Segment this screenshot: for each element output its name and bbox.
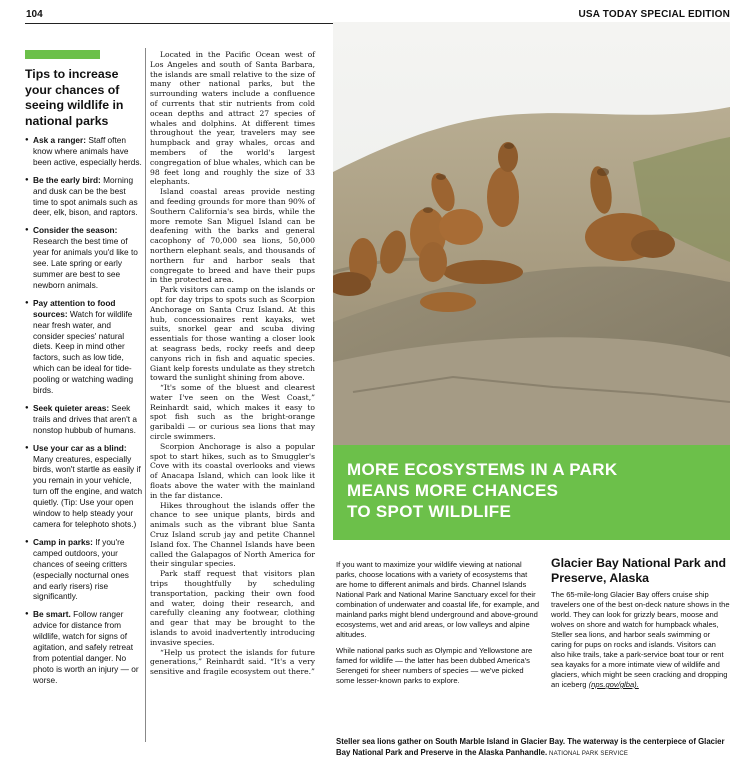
tip-text: Watch for wildlife near fresh water, and consider species' natural diets. Keep in mind other factors, such as low tide, which can be ideal for tide-pooling or watching wading birds. (33, 308, 134, 396)
tip-lead: Be smart. (33, 609, 71, 620)
intro-paragraph: If you want to maximize your wildlife viewing at national parks, choose locations with a variety of ecosystems that are home to different animals and birds. Channel Islands National Park and National Marine Sanctuary excel for their combination of underwater and coastal life, for example, and mainland parks might blend underground and above-ground ecosystems, wet and arid areas, or low valleys and alpine altitudes. (336, 560, 540, 639)
tips-list (25, 135, 143, 686)
article-paragraph: Scorpion Anchorage is also a popular spot to start hikes, such as to Smuggler's Cove with its coastal overlooks and views of Anacapa Island, which can look like it floats above the water with the mainland in the far distance. (150, 441, 315, 500)
photo-credit: NATIONAL PARK SERVICE (547, 750, 629, 757)
banner-line: MEANS MORE CHANCES (347, 481, 559, 500)
banner-line: MORE ECOSYSTEMS IN A PARK (347, 460, 618, 479)
sea-lions-illustration (333, 22, 730, 445)
article-paragraph: Island coastal areas provide nesting and feeding grounds for more than 90% of Southern California's sea birds, while the more remote San Miguel Island can be deafening with the barks and general cacophony of 70,000 sea lions, 50,000 northern elephant seals, and thousands of northern fur and harbor seals that congregate to breed and have their pups in the protected area. (150, 187, 315, 285)
tip-item (25, 298, 143, 396)
tip-text: Follow ranger advice for distance from wildlife, watch for signs of agitation, and safely retreat from potential danger. No photo is worth an injury — or worse. (33, 609, 139, 685)
green-banner (333, 445, 730, 540)
tip-lead: Consider the season: (33, 225, 118, 236)
column-divider (145, 48, 146, 742)
tip-text: If you're camped outdoors, your chances of seeing critters (especially nocturnal ones and early risers) rise significantly. (33, 536, 129, 602)
tip-lead: Use your car as a blind: (33, 442, 127, 453)
banner-line: TO SPOT WILDLIFE (347, 502, 512, 521)
intro-text (336, 560, 540, 692)
tips-title: Tips to increase your chances of seeing wildlife in national parks (25, 67, 124, 128)
tip-text: Morning and dusk can be the best time to spot animals such as deer, elk, bison, and raptors. (33, 174, 138, 218)
page-number: 104 (26, 9, 43, 20)
article-paragraph: Park staff request that visitors plan trips thoughtfully by scheduling transportation, packing their own food and water, doing their research, and carefully cleaning any footwear, clothing and gear that may be brought to the islands to avoid inadvertently introducing invasive species. (150, 569, 315, 647)
article-paragraph: “Help us protect the islands for future generations,” Reinhardt said. “It's a very sensitive and fragile ecosystem out there.” (150, 647, 315, 677)
photo-caption (336, 737, 731, 759)
sea-lions-photo (333, 22, 730, 445)
tip-text: Seek trails and drives that aren't a nonstop hubbub of humans. (33, 402, 137, 435)
edition-label: USA TODAY SPECIAL EDITION (578, 9, 730, 20)
tip-text: Many creatures, especially birds, won't startle as easily if you remain in your vehicle, turn off the engine, and watch quietly. (Tip: Use your open window to help steady your camera for telephoto shots.) (33, 453, 143, 529)
tip-item (25, 225, 143, 290)
glacier-bay-section (551, 556, 731, 690)
tip-lead: Pay attention to food sources: (33, 297, 116, 319)
tip-item (25, 443, 143, 530)
glacier-bay-body (551, 590, 731, 690)
article-paragraph: “It's some of the bluest and clearest water I've seen on the West Coast,” Reinhardt said, which makes it easy to spot fish such as the bright-orange garibaldi — or curious sea lions that may circle swimmers. (150, 383, 315, 442)
article-paragraph: Located in the Pacific Ocean west of Los Angeles and south of Santa Barbara, the islands are small relative to the size of many other national parks, but the surrounding waters include a confluence of currents that stir nutrients from cold ocean depths and attract 27 species of whales and dolphins. At different times throughout the year, travelers may see humpback and gray whales, orcas and members of the world's largest congregation of blue whales, which can be 98 feet long and roughly the size of 33 elephants. (150, 50, 315, 187)
tips-sidebar (25, 50, 143, 693)
tip-lead: Ask a ranger: (33, 135, 87, 145)
glacier-bay-text: The 65-mile-long Glacier Bay offers cruise ship travelers one of the best on-deck nature shows in the world. They can look for grizzly bears, moose and wolves on shore and watch for humpback whales, Steller sea lions, and harbor seals swimming or caring for pups on rocks and islands. Visitors can also hike trails, take a park-service boat tour or rent sea kayaks for a more intimate view of wildlife and glaciers, which might be seen cracking and dropping an iceberg (551, 590, 730, 689)
tip-item (25, 403, 143, 436)
caption-text: Steller sea lions gather on South Marble Island in Glacier Bay. The waterway is the centerpiece of Glacier Bay National Park and Preserve in the Alaska Panhandle. (336, 737, 725, 757)
tip-item (25, 175, 143, 219)
nps-link[interactable]: (nps.gov/glba). (588, 680, 639, 689)
article-paragraph: Park visitors can camp on the islands or opt for day trips to spots such as Scorpion Anchorage on Santa Cruz Island. At this hub, concessionaires rent kayaks, wet suits, snorkel gear and scuba diving essentials for those wanting a closer look at seagrass beds, rocky reefs and deep canyons rich in fish and aquatic species. Giant kelp forests undulate as they stretch toward the sunlight shining from above. (150, 285, 315, 383)
tip-lead: Be the early bird: (33, 174, 101, 185)
tip-item (25, 135, 143, 168)
tip-lead: Camp in parks: (33, 536, 93, 547)
tip-item (25, 537, 143, 602)
accent-bar (25, 50, 100, 59)
tip-text: Research the best time of year for animals you'd like to see. Late spring or early summer are best to see newborn animals. (33, 236, 138, 290)
tip-lead: Seek quieter areas: (33, 402, 110, 413)
intro-paragraph: While national parks such as Olympic and Yellowstone are famed for wildlife — the latter has been dubbed America's Serengeti for sheer numbers of species — we've picked some lesser-known parks to explore. (336, 646, 533, 685)
tip-item (25, 609, 143, 685)
glacier-bay-title: Glacier Bay National Park and Preserve, Alaska (551, 556, 726, 585)
article-column (150, 50, 315, 677)
tip-text: Staff often know where animals have been active, especially herds. (33, 135, 142, 167)
article-paragraph: Hikes throughout the islands offer the chance to see unique plants, birds and animals such as the vibrant blue Santa Cruz Island scrub jay and petite Channel Island fox. The Channel Islands have been called the Galapagos of North America for their singular species. (150, 500, 315, 569)
